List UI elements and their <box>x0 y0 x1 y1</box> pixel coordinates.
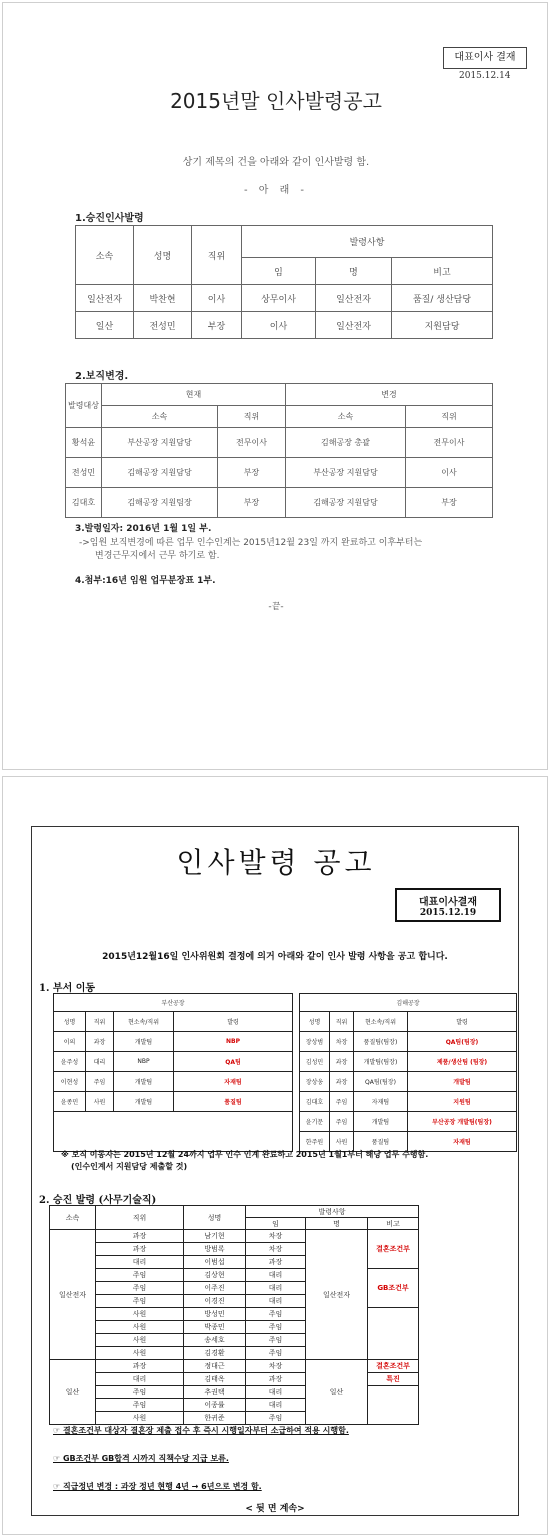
cell: 주임 <box>96 1386 184 1399</box>
table-row <box>300 1052 517 1072</box>
cell: 이의 <box>54 1032 86 1052</box>
th-pos: 직위 <box>406 406 493 428</box>
table-row <box>54 1052 293 1072</box>
cell: NBP <box>114 1052 174 1072</box>
approval-date-1: 2015.12.14 <box>459 71 511 81</box>
cell: QA팀 <box>174 1052 293 1072</box>
cell: 김태옥 <box>184 1373 246 1386</box>
table-row <box>66 488 493 518</box>
th-name: 성명 <box>184 1206 246 1230</box>
cell: 윤기문 <box>300 1112 330 1132</box>
cell: 황석윤 <box>66 428 102 458</box>
cell: 이사 <box>242 312 316 339</box>
note-cell: 결혼조건부 <box>368 1230 419 1269</box>
approval-box-1: 대표이사 결재 <box>443 47 527 69</box>
cell: 윤주성 <box>54 1052 86 1072</box>
doc2-footnote-1: ☞ 결혼조건부 대상자 결혼장 제출 접수 후 즉시 시행일자부터 소급하여 적용 시행함. <box>53 1426 349 1435</box>
cell: 이범섭 <box>184 1256 246 1269</box>
doc2-note-b: (인수인계서 지원담당 제출할 것) <box>71 1162 188 1171</box>
cell: 정대근 <box>184 1360 246 1373</box>
th-name: 성명 <box>54 1012 86 1032</box>
cell: 주임 <box>96 1295 184 1308</box>
document-page-1 <box>2 2 548 770</box>
group-office-2: 일산 <box>306 1360 368 1425</box>
cell: 김성민 <box>300 1052 330 1072</box>
table-row <box>66 458 493 488</box>
cell: 김해공장 총괄 <box>286 428 406 458</box>
cell: 이종률 <box>184 1399 246 1412</box>
cell: 개발팀 <box>114 1032 174 1052</box>
cell: 주임 <box>246 1347 306 1360</box>
cell: 주임 <box>96 1282 184 1295</box>
th-from: 현소속/직위 <box>114 1012 174 1032</box>
cell: 과장 <box>330 1072 354 1092</box>
cell: 지원팀 <box>408 1092 517 1112</box>
approval-label-2: 대표이사결재 <box>419 897 477 908</box>
th-to: 발령 <box>408 1012 517 1032</box>
doc2-footnote-3: ☞ 직급정년 변경 : 과장 정년 현행 4년 → 6년으로 변경 함. <box>53 1482 262 1491</box>
doc1-section-3: 3.발령일자: 2016년 1월 1일 부. <box>75 524 212 534</box>
cell: 지원담당 <box>392 312 493 339</box>
table-row <box>54 1092 293 1112</box>
cell: 개발팀 <box>408 1072 517 1092</box>
busan-header: 부산공장 <box>54 994 293 1012</box>
cell: 부산공장 개발팀(팀장) <box>408 1112 517 1132</box>
cell: 품질팀 <box>354 1132 408 1152</box>
cell: 김해공장 지원팀장 <box>102 488 218 518</box>
cell: 주임 <box>246 1308 306 1321</box>
cell: 차장 <box>246 1230 306 1243</box>
cell: 김해공장 지원담당 <box>286 488 406 518</box>
cell: 윤종민 <box>54 1092 86 1112</box>
th-pos: 직위 <box>330 1012 354 1032</box>
cell: 제품/생산팀 (팀장) <box>408 1052 517 1072</box>
cell: QA팀(팀장) <box>408 1032 517 1052</box>
doc1-sub: - 아 래 - <box>243 185 309 196</box>
cell: 방성민 <box>184 1308 246 1321</box>
cell: 전무이사 <box>406 428 493 458</box>
move-table-busan <box>53 993 293 1152</box>
cell: 개발팀(팀장) <box>354 1052 408 1072</box>
note-cell <box>368 1308 419 1360</box>
doc1-title: 2015년말 인사발령공고 <box>170 89 382 113</box>
th-order: 발령사항 <box>246 1206 419 1218</box>
cell: 부장 <box>192 312 242 339</box>
th-office: 명 <box>306 1218 368 1230</box>
note-cell: 특진 <box>368 1373 419 1386</box>
doc2-title: 인사발령 공고 <box>176 846 376 879</box>
cell: 상무이사 <box>242 285 316 312</box>
table-row <box>54 1032 293 1052</box>
cell: 방범록 <box>184 1243 246 1256</box>
cell: 이사 <box>406 458 493 488</box>
cell: 주임 <box>246 1412 306 1425</box>
cell: 김해공장 지원담당 <box>102 458 218 488</box>
cell: 이사 <box>192 285 242 312</box>
th-dept: 소속 <box>102 406 218 428</box>
th-pos: 직위 <box>192 226 242 285</box>
th-name: 성명 <box>300 1012 330 1032</box>
cell: 일산 <box>76 312 134 339</box>
note-cell <box>368 1386 419 1425</box>
cell: 일산전자 <box>316 285 392 312</box>
cell: 주임 <box>86 1072 114 1092</box>
th-note: 비고 <box>392 258 493 285</box>
doc1-section-2: 2.보직변경. <box>75 371 129 382</box>
th-appoint: 임 <box>246 1218 306 1230</box>
th-dept: 소속 <box>286 406 406 428</box>
th-name: 성명 <box>134 226 192 285</box>
cell: 부장 <box>406 488 493 518</box>
cell: 주임 <box>96 1269 184 1282</box>
cell: 추권택 <box>184 1386 246 1399</box>
th-pos: 직위 <box>96 1206 184 1230</box>
table-row <box>66 428 493 458</box>
move-table-gimhae <box>299 993 517 1152</box>
cell: 주임 <box>246 1334 306 1347</box>
cell: 장상웅 <box>300 1072 330 1092</box>
doc1-intro: 상기 제목의 건을 아래와 같이 인사발령 함. <box>182 157 370 168</box>
cell: 사원 <box>96 1347 184 1360</box>
cell: 과장 <box>96 1360 184 1373</box>
th-pos: 직위 <box>218 406 286 428</box>
doc2-note-a: ※ 보직 이동자는 2015년 12월 24까지 업무 인수 인계 완료하고 2015년 1월1부터 해당 업무 수행함. <box>61 1150 429 1159</box>
cell: 개발팀 <box>114 1072 174 1092</box>
cell: 김대호 <box>66 488 102 518</box>
cell: 박찬현 <box>134 285 192 312</box>
cell: 개발팀 <box>114 1092 174 1112</box>
note-cell: 결혼조건부 <box>368 1360 419 1373</box>
cell: 차장 <box>246 1243 306 1256</box>
cell: 김상현 <box>184 1269 246 1282</box>
cell: 남기현 <box>184 1230 246 1243</box>
cell: 전성민 <box>134 312 192 339</box>
cell: 과장 <box>86 1032 114 1052</box>
cell: 개발팀 <box>354 1112 408 1132</box>
position-change-table <box>65 383 493 518</box>
table-row <box>300 1112 517 1132</box>
cell: 송세호 <box>184 1334 246 1347</box>
cell: 품질/ 생산담당 <box>392 285 493 312</box>
table-row <box>300 1072 517 1092</box>
cell: 부장 <box>218 458 286 488</box>
cell: 사원 <box>86 1092 114 1112</box>
cell: 김대호 <box>300 1092 330 1112</box>
group-dept-2: 일산 <box>50 1360 96 1425</box>
cell: 자재팀 <box>408 1132 517 1152</box>
gimhae-header: 김해공장 <box>300 994 517 1012</box>
table-row <box>300 1092 517 1112</box>
cell: 대리 <box>96 1373 184 1386</box>
th-dept: 소속 <box>76 226 134 285</box>
cell: 사원 <box>96 1334 184 1347</box>
doc1-section-4: 4.첨부:16년 임원 업무분장표 1부. <box>75 576 216 586</box>
cell: 품질팀(팀장) <box>354 1032 408 1052</box>
cell: 전무이사 <box>218 428 286 458</box>
th-order: 발령사항 <box>242 226 493 258</box>
cell: 차장 <box>246 1360 306 1373</box>
doc1-end: -끝- <box>268 602 284 612</box>
doc1-section-1: 1.승진인사발령 <box>75 213 144 224</box>
cell: 부장 <box>218 488 286 518</box>
group-office-1: 일산전자 <box>306 1230 368 1360</box>
doc1-note-b: 변경근무지에서 근무 하기로 함. <box>95 551 220 561</box>
cell: 이주진 <box>184 1282 246 1295</box>
doc2-section-1: 1. 부서 이동 <box>39 983 96 994</box>
doc2-intro: 2015년12월16일 인사위원회 결정에 의거 아래와 같이 인사 발령 사항을 공고 합니다. <box>102 952 448 962</box>
cell: 일산전자 <box>316 312 392 339</box>
th-target: 발령대상 <box>66 384 102 428</box>
cell: 한주원 <box>300 1132 330 1152</box>
doc2-section-2: 2. 승진 발령 (사무기술직) <box>39 1195 157 1206</box>
note-cell: GB조건부 <box>368 1269 419 1308</box>
cell: 대리 <box>246 1386 306 1399</box>
cell: 부산공장 지원담당 <box>102 428 218 458</box>
cell: 장상범 <box>300 1032 330 1052</box>
cell: 차장 <box>330 1032 354 1052</box>
empty-cell <box>54 1112 293 1152</box>
cell: 사원 <box>96 1412 184 1425</box>
promotion-table-2 <box>49 1205 419 1425</box>
cell: 주임 <box>246 1321 306 1334</box>
approval-date-2: 2015.12.19 <box>419 908 477 918</box>
table-row <box>50 1360 419 1373</box>
cell: 과장 <box>330 1052 354 1072</box>
cell: 대리 <box>246 1282 306 1295</box>
th-note: 비고 <box>368 1218 419 1230</box>
cell: 박종민 <box>184 1321 246 1334</box>
cell: 이현성 <box>54 1072 86 1092</box>
group-dept-1: 일산전자 <box>50 1230 96 1360</box>
cell: 과장 <box>246 1256 306 1269</box>
cell: 대리 <box>96 1256 184 1269</box>
cell: 과장 <box>96 1230 184 1243</box>
cell: 사원 <box>330 1132 354 1152</box>
cell: 자재팀 <box>174 1072 293 1092</box>
cell: 대리 <box>86 1052 114 1072</box>
cell: 사원 <box>96 1308 184 1321</box>
cell: 대리 <box>246 1295 306 1308</box>
doc2-continued: < 뒷 면 계속> <box>245 1504 305 1514</box>
cell: 주임 <box>330 1092 354 1112</box>
table-row <box>76 312 493 339</box>
doc1-note-a: ->임원 보직변경에 따른 업무 인수인계는 2015년12월 23일 까지 완료하고 이후부터는 <box>79 538 423 548</box>
cell: 전성민 <box>66 458 102 488</box>
cell: 주임 <box>96 1399 184 1412</box>
th-to: 발령 <box>174 1012 293 1032</box>
th-pos: 직위 <box>86 1012 114 1032</box>
cell: 자재팀 <box>354 1092 408 1112</box>
th-current: 현재 <box>102 384 286 406</box>
cell: 과장 <box>246 1373 306 1386</box>
cell: 대리 <box>246 1399 306 1412</box>
doc2-footnote-2: ☞ GB조건부 GB합격 시까지 직책수당 지급 보류. <box>53 1454 229 1463</box>
cell: 일산전자 <box>76 285 134 312</box>
promotion-table-1 <box>75 225 493 339</box>
th-office: 명 <box>316 258 392 285</box>
cell: 과장 <box>96 1243 184 1256</box>
cell: 사원 <box>96 1321 184 1334</box>
cell: 부산공장 지원담당 <box>286 458 406 488</box>
cell: 한귀준 <box>184 1412 246 1425</box>
cell: 김경환 <box>184 1347 246 1360</box>
th-from: 현소속/직위 <box>354 1012 408 1032</box>
th-dept: 소속 <box>50 1206 96 1230</box>
cell: 품질팀 <box>174 1092 293 1112</box>
table-row <box>76 285 493 312</box>
approval-box-2 <box>395 888 501 922</box>
table-row <box>54 1072 293 1092</box>
cell: 이경진 <box>184 1295 246 1308</box>
cell: 주임 <box>330 1112 354 1132</box>
th-appoint: 임 <box>242 258 316 285</box>
document-page-2 <box>2 776 548 1535</box>
table-row <box>50 1230 419 1243</box>
cell: 대리 <box>246 1269 306 1282</box>
cell: NBP <box>174 1032 293 1052</box>
th-change: 변경 <box>286 384 493 406</box>
cell: QA팀(팀장) <box>354 1072 408 1092</box>
table-row <box>300 1032 517 1052</box>
